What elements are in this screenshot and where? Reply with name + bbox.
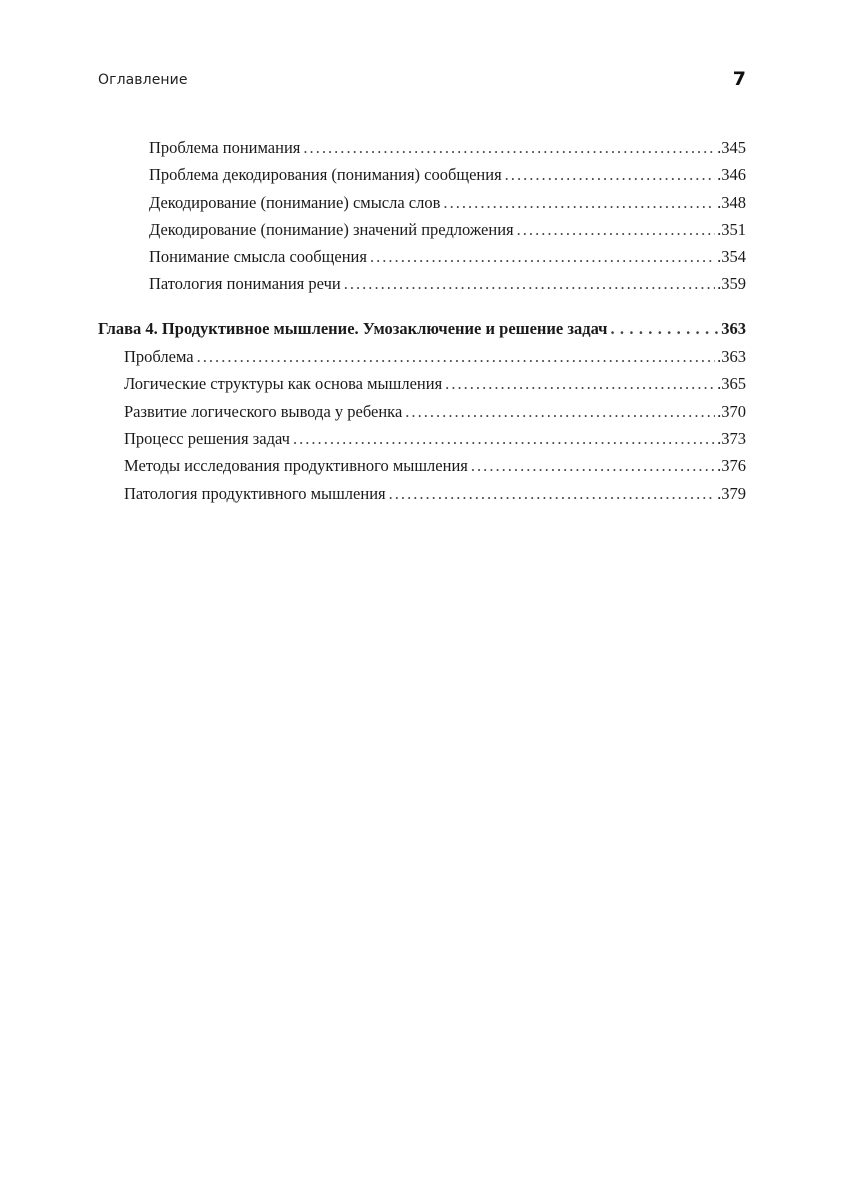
dot-leader	[197, 343, 716, 370]
toc-entry	[98, 398, 746, 425]
toc-entry	[98, 134, 746, 161]
dot-leader	[303, 134, 715, 161]
dot-leader	[405, 398, 715, 425]
toc-entry-title: Понимание смысла сообщения	[149, 247, 367, 267]
toc-entry	[98, 452, 746, 479]
dot-leader	[610, 315, 719, 342]
dot-leader	[517, 216, 716, 243]
toc-entry-title: Проблема декодирования (понимания) сообщения	[149, 165, 502, 185]
toc-entry	[98, 189, 746, 216]
toc-entry	[98, 480, 746, 507]
dot-leader	[344, 270, 715, 297]
running-head-title: Оглавление	[98, 72, 188, 88]
toc-entry-page: .379	[717, 483, 746, 503]
toc-entry-page: .359	[717, 274, 746, 294]
toc-entry-page: .348	[717, 192, 746, 212]
dot-leader	[505, 161, 715, 188]
toc-entry-page: .354	[717, 247, 746, 267]
toc-entry-title: Логические структуры как основа мышления	[124, 374, 443, 394]
toc-entry-page: .363	[717, 347, 746, 367]
dot-leader	[443, 189, 715, 216]
toc-entry	[98, 343, 746, 370]
toc-entry-page: .346	[717, 165, 746, 185]
dot-leader	[445, 370, 715, 397]
toc-entry-title: Патология продуктивного мышления	[124, 483, 386, 503]
toc-entry-title: Патология понимания речи	[149, 274, 341, 294]
toc-chapter-page: 363	[721, 318, 746, 338]
toc-entry-page: .376	[717, 456, 746, 476]
toc-entry-title: Декодирование (понимание) смысла слов	[149, 192, 441, 212]
toc-entry-title: Проблема	[124, 347, 194, 367]
dot-leader	[389, 480, 716, 507]
toc-entry-title: Процесс решения задач	[124, 428, 290, 448]
toc-entry-page: .370	[717, 401, 746, 421]
page-number: 7	[732, 68, 746, 90]
toc-chapter-heading	[98, 315, 746, 342]
toc-entry	[98, 370, 746, 397]
toc-entry-title: Декодирование (понимание) значений предложения	[149, 219, 514, 239]
table-of-contents	[98, 134, 746, 507]
dot-leader	[471, 452, 715, 479]
toc-chapter-title: Глава 4. Продуктивное мышление. Умозаключение и решение задач	[98, 318, 608, 338]
toc-entry-title: Развитие логического вывода у ребенка	[124, 401, 403, 421]
toc-entry	[98, 161, 746, 188]
toc-entry	[98, 216, 746, 243]
toc-entry	[98, 425, 746, 452]
toc-entry-page: .345	[717, 138, 746, 157]
toc-entry	[98, 243, 746, 270]
dot-leader	[293, 425, 715, 452]
toc-entry-page: .373	[717, 428, 746, 448]
toc-entry-page: .365	[717, 374, 746, 394]
toc-entry-title: Методы исследования продуктивного мышления	[124, 456, 468, 476]
toc-entry	[98, 270, 746, 297]
toc-entry-page: .351	[717, 219, 746, 239]
toc-entry-title: Проблема понимания	[149, 138, 301, 157]
dot-leader	[370, 243, 715, 270]
